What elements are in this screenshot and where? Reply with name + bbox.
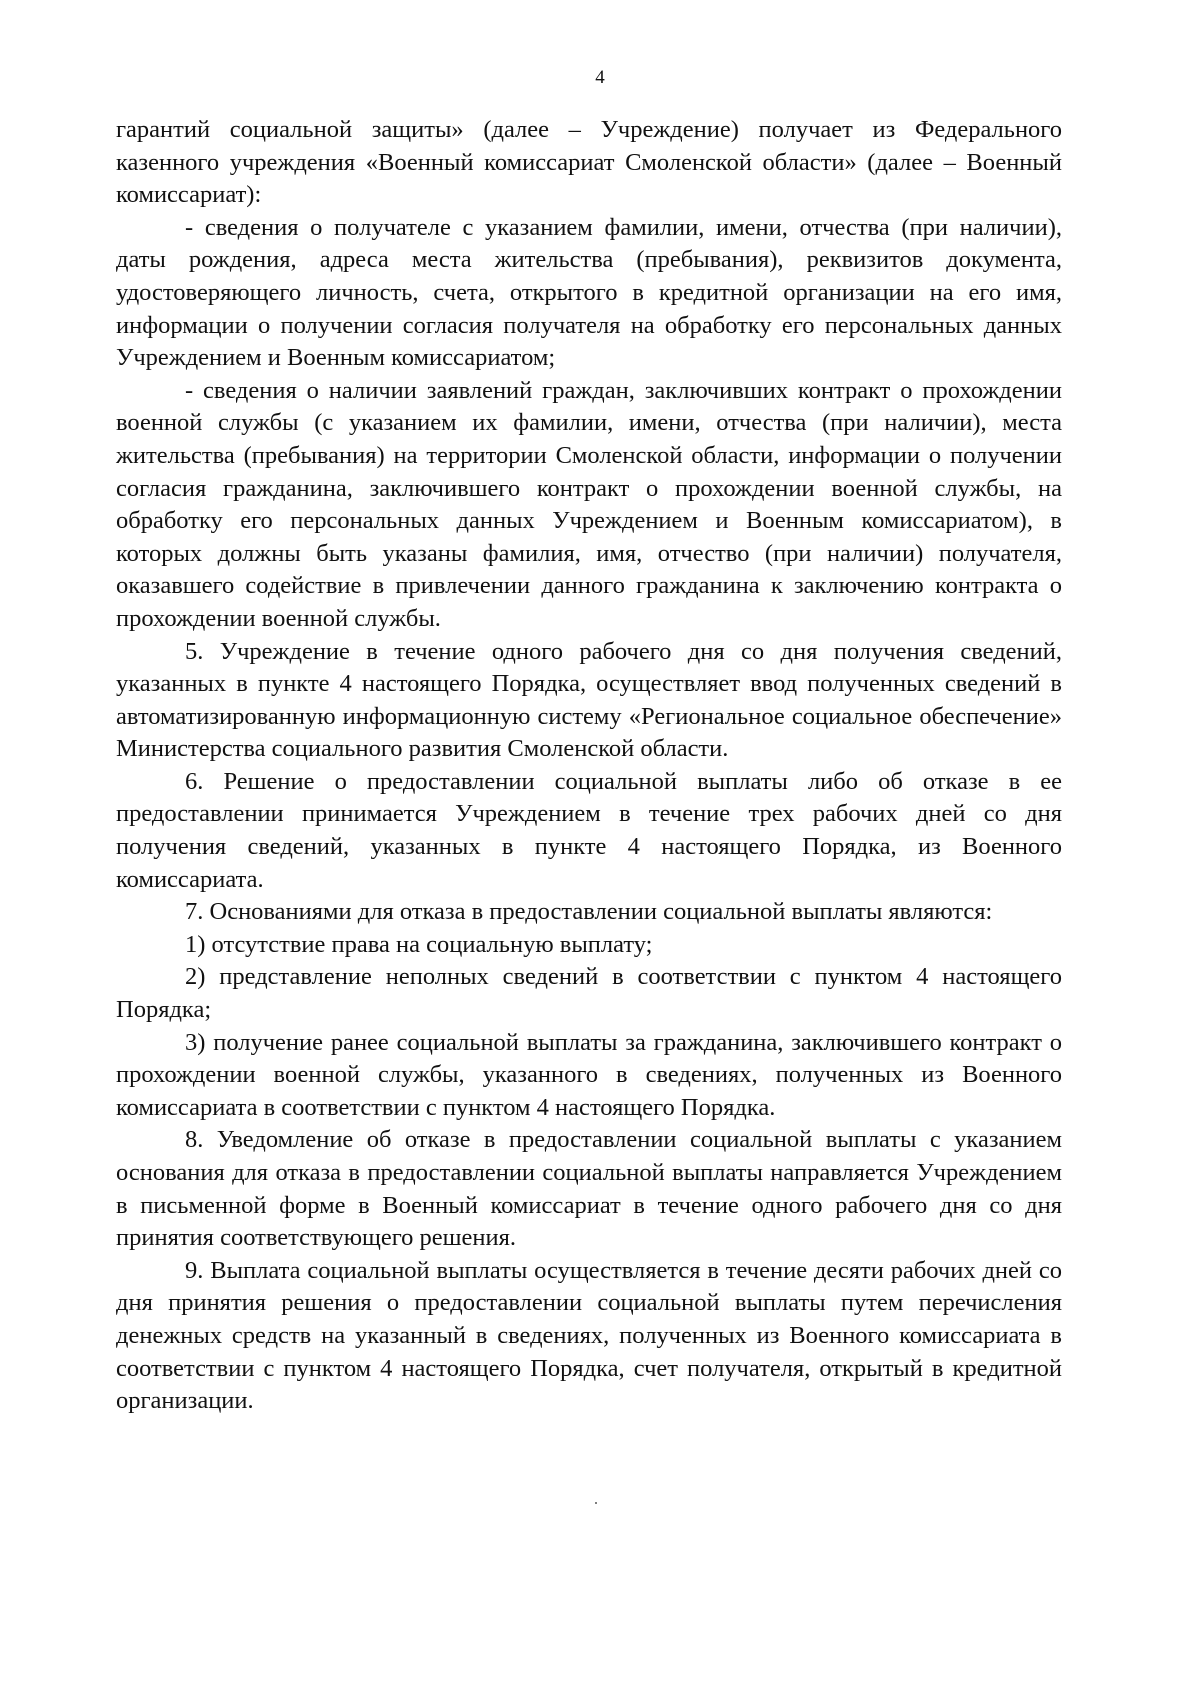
paragraph-item-9: 9. Выплата социальной выплаты осуществляется в течение десяти рабочих дней со дня принятия решения о предоставлении социальной выплаты путем перечисления денежных средств на указанный в сведениях, полученных из Военного комиссариата в соответствии с пунктом 4 настоящего Порядка, счет получателя, открытый в кредитной организации.: [116, 1256, 1062, 1415]
paragraph-item-6: 6. Решение о предоставлении социальной выплаты либо об отказе в ее предоставлении принимается Учреждением в течение трех рабочих дней со дня получения сведений, указанных в пункте 4 настоящего Порядка, из Военного комиссариата.: [116, 767, 1062, 893]
paragraph-applications-info: - сведения о наличии заявлений граждан, заключивших контракт о прохождении военной службы (с указанием их фамилии, имени, отчества (при наличии), места жительства (пребывания) на территории Смоленской области, информации о получении согласия гражданина, заключившего контракт о прохождении военной службы, на обработку его персональных данных Учреждением и Военным комиссариатом), в которых должны быть указаны фамилия, имя, отчество (при наличии) получателя, оказавшего содействие в привлечении данного гражданина к заключению контракта о прохождении военной службы.: [116, 376, 1062, 632]
paragraph-continuation: гарантий социальной защиты» (далее – Учреждение) получает из Федерального казенного учреждения «Военный комиссариат Смоленской области» (далее – Военный комиссариат):: [116, 116, 1062, 209]
page-number: 4: [595, 67, 605, 88]
paragraph-item-7-2: 2) представление неполных сведений в соответствии с пунктом 4 настоящего Порядка;: [116, 963, 1062, 1024]
scan-speck: [595, 1502, 597, 1504]
paragraph-item-8: 8. Уведомление об отказе в предоставлении социальной выплаты с указанием основания для отказа в предоставлении социальной выплаты направляется Учреждением в письменной форме в Военный комиссариат в течение одного рабочего дня со дня принятия соответствующего решения.: [116, 1126, 1062, 1252]
paragraph-item-5: 5. Учреждение в течение одного рабочего дня со дня получения сведений, указанных в пункте 4 настоящего Порядка, осуществляет ввод полученных сведений в автоматизированную информационную систему «Региональное социальное обеспечение» Министерства социального развития Смоленской области.: [116, 637, 1062, 763]
paragraph-item-7-3: 3) получение ранее социальной выплаты за гражданина, заключившего контракт о прохождении военной службы, указанного в сведениях, полученных из Военного комиссариата в соответствии с пунктом 4 настоящего Порядка.: [116, 1028, 1062, 1121]
document-body: [116, 114, 1062, 1418]
paragraph-item-7-1: 1) отсутствие права на социальную выплату;: [185, 930, 653, 958]
paragraph-recipient-info: - сведения о получателе с указанием фамилии, имени, отчества (при наличии), даты рождения, адреса места жительства (пребывания), реквизитов документа, удостоверяющего личность, счета, открытого в кредитной организации на его имя, информации о получении согласия получателя на обработку его персональных данных Учреждением и Военным комиссариатом;: [116, 213, 1062, 372]
paragraph-item-7: 7. Основаниями для отказа в предоставлении социальной выплаты являются:: [185, 898, 993, 926]
